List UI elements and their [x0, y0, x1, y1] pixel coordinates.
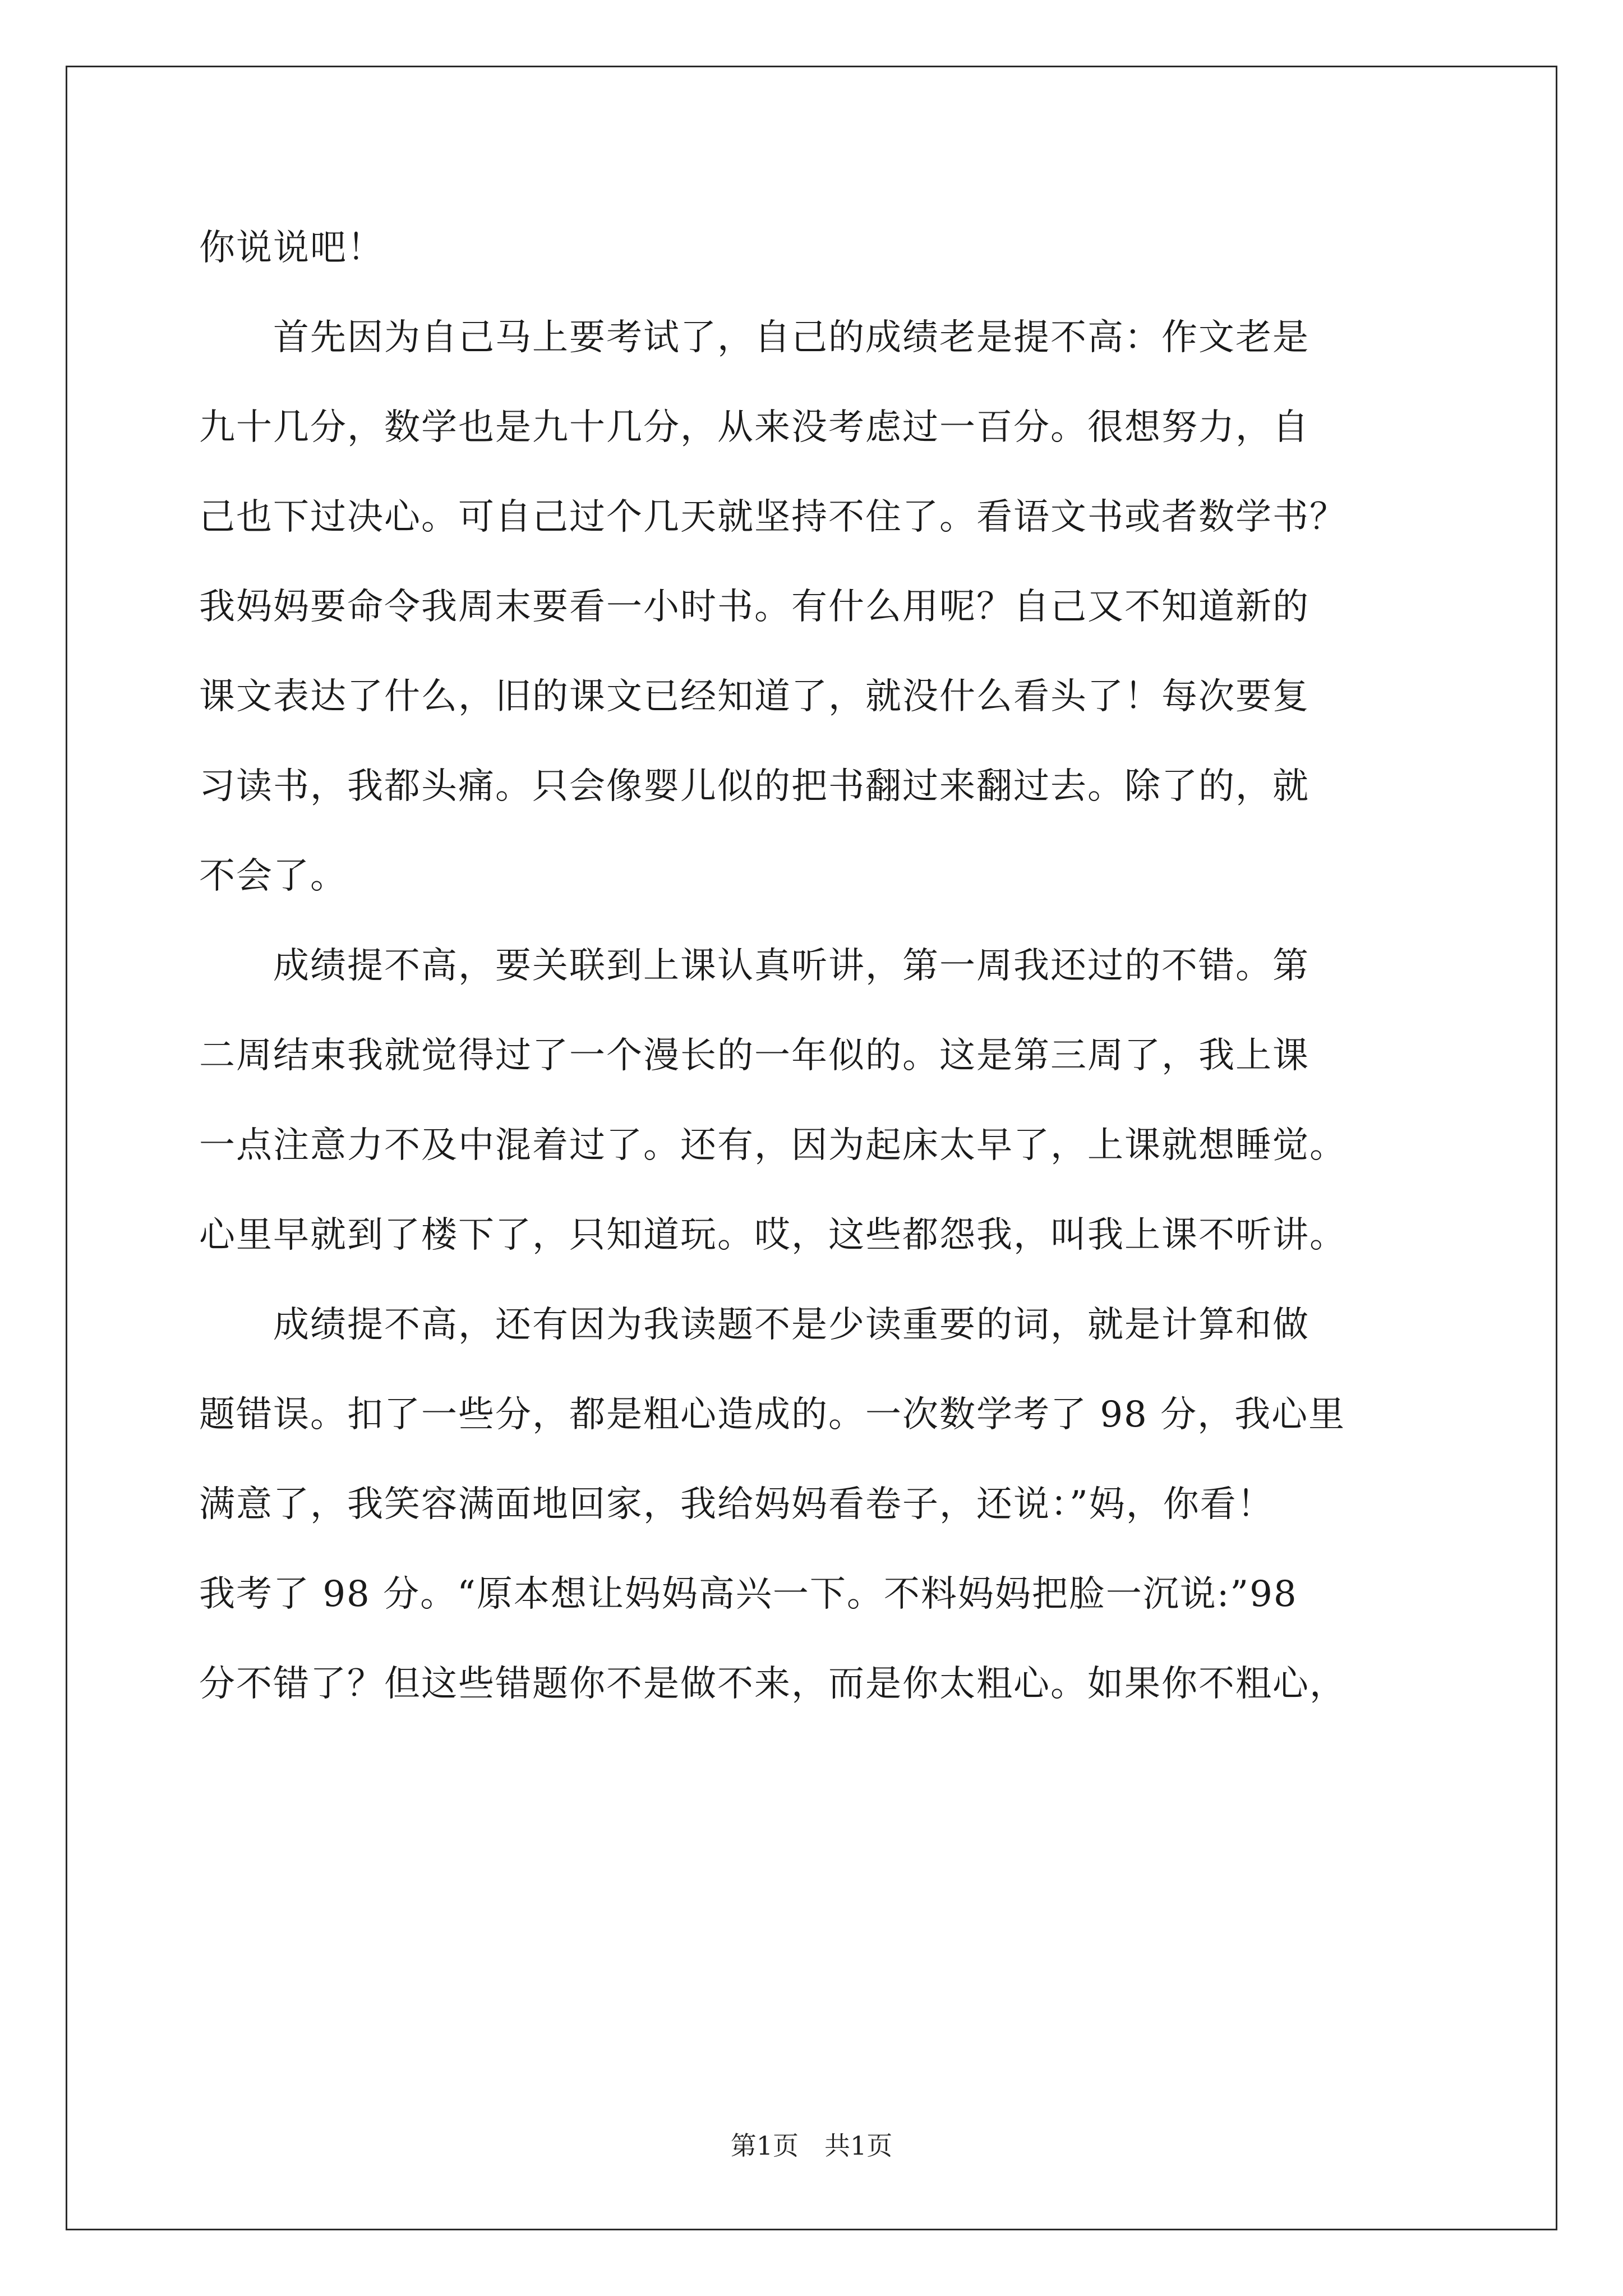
text-line: 二周结束我就觉得过了一个漫长的一年似的。这是第三周了，我上课 — [199, 1035, 1310, 1076]
text-line: 你说说吧！ — [199, 227, 384, 269]
text-line: 课文表达了什么，旧的课文已经知道了，就没什么看头了！每次要复 — [199, 676, 1310, 717]
page-number-footer: 第1页 共1页 — [730, 2131, 893, 2161]
text-line: 成绩提不高，要关联到上课认真听讲，第一周我还过的不错。第 — [199, 945, 1310, 987]
text-line: 九十几分，数学也是九十几分，从来没考虑过一百分。很想努力，自 — [199, 407, 1310, 448]
document-body — [199, 203, 1433, 1729]
text-line: 一点注意力不及中混着过了。还有，因为起床太早了，上课就想睡觉。 — [199, 1125, 1347, 1166]
text-line: 不会了。 — [199, 855, 347, 897]
text-line: 满意了，我笑容满面地回家，我给妈妈看卷子，还说：”妈，你看！ — [199, 1484, 1274, 1525]
text-line: 成绩提不高，还有因为我读题不是少读重要的词，就是计算和做 — [199, 1304, 1310, 1346]
text-line: 己也下过决心。可自己过个几天就坚持不住了。看语文书或者数学书？ — [199, 496, 1347, 538]
text-line: 我妈妈要命令我周末要看一小时书。有什么用呢？自己又不知道新的 — [199, 586, 1310, 628]
text-line: 我考了 98 分。“原本想让妈妈高兴一下。不料妈妈把脸一沉说:”98 — [199, 1573, 1298, 1615]
text-line: 首先因为自己马上要考试了，自己的成绩老是提不高：作文老是 — [199, 317, 1310, 358]
text-line: 分不错了？但这些错题你不是做不来，而是你太粗心。如果你不粗心， — [199, 1663, 1347, 1705]
text-line: 题错误。扣了一些分，都是粗心造成的。一次数学考了 98 分，我心里 — [199, 1394, 1346, 1435]
text-line: 习读书，我都头痛。只会像婴儿似的把书翻过来翻过去。除了的，就 — [199, 766, 1310, 807]
text-line: 心里早就到了楼下了，只知道玩。哎，这些都怨我，叫我上课不听讲。 — [199, 1214, 1347, 1256]
